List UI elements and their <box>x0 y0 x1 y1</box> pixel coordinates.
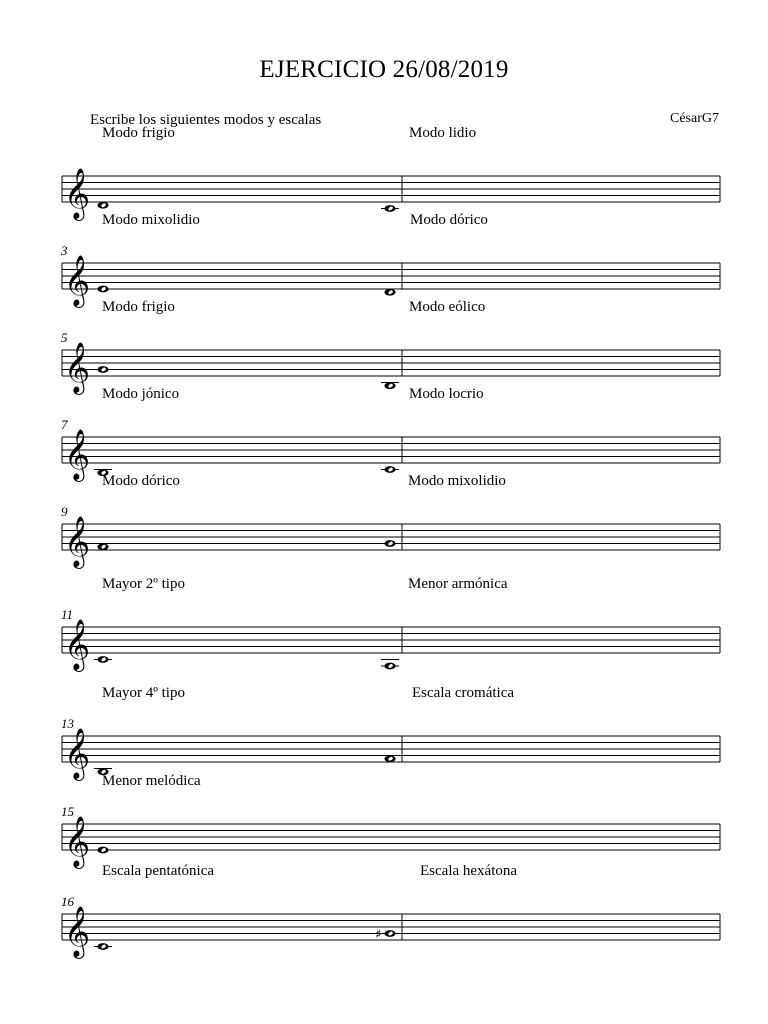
whole-note <box>384 663 395 670</box>
staff-system <box>0 473 768 584</box>
measure-number: 15 <box>61 804 74 819</box>
measure-number: 5 <box>61 330 68 345</box>
staff <box>0 484 768 584</box>
exercise-label: Modo mixolidio <box>408 473 506 489</box>
whole-note <box>384 382 395 389</box>
treble-clef-icon: 𝄞 <box>64 619 91 670</box>
whole-note <box>97 543 108 550</box>
treble-clef-icon: 𝄞 <box>64 906 91 957</box>
exercise-label: Mayor 4º tipo <box>102 685 185 701</box>
exercise-label: Modo frigio <box>102 299 175 315</box>
measure-number: 3 <box>61 243 68 258</box>
treble-clef-icon: 𝄞 <box>64 516 91 567</box>
staff-system <box>0 576 768 687</box>
exercise-label: Modo dórico <box>410 212 488 228</box>
staff <box>0 874 768 974</box>
exercise-label: Modo dórico <box>102 473 180 489</box>
exercise-label: Modo lidio <box>409 125 477 141</box>
measure-number: 16 <box>61 894 74 909</box>
measure-number: 9 <box>61 504 68 519</box>
whole-note <box>384 540 395 547</box>
whole-note <box>384 755 395 762</box>
exercise-label: Escala hexátona <box>420 863 518 879</box>
sharp-icon: ♯ <box>375 927 382 943</box>
exercise-label: Menor armónica <box>408 576 508 592</box>
exercise-label: Escala cromática <box>412 685 515 701</box>
whole-note <box>97 286 108 293</box>
treble-clef-icon: 𝄞 <box>64 342 91 393</box>
measure-number: 7 <box>61 417 68 432</box>
whole-note <box>384 930 395 937</box>
staff <box>0 587 768 687</box>
treble-clef-icon: 𝄞 <box>64 429 91 480</box>
whole-note <box>97 656 108 663</box>
exercise-label: Modo frigio <box>102 125 175 141</box>
whole-note <box>97 943 108 950</box>
whole-note <box>384 289 395 296</box>
exercise-label: Mayor 2º tipo <box>102 576 185 592</box>
whole-note <box>97 847 108 854</box>
composer-name: CésarG7 <box>670 111 719 126</box>
whole-note <box>384 205 395 212</box>
treble-clef-icon: 𝄞 <box>64 255 91 306</box>
staff-system <box>0 863 768 974</box>
exercise-label: Modo jónico <box>102 386 180 402</box>
exercise-label: Menor melódica <box>102 773 201 789</box>
exercise-label: Modo mixolidio <box>102 212 200 228</box>
instruction-text: Escribe los siguientes modos y escalas <box>90 112 322 128</box>
exercise-label: Modo locrio <box>409 386 484 402</box>
treble-clef-icon: 𝄞 <box>64 728 91 779</box>
measure-number: 13 <box>61 716 74 731</box>
whole-note <box>97 202 108 209</box>
whole-note <box>384 466 395 473</box>
treble-clef-icon: 𝄞 <box>64 816 91 867</box>
whole-note <box>97 366 108 373</box>
measure-number: 11 <box>61 607 74 622</box>
page-title: EJERCICIO 26/08/2019 <box>259 56 509 83</box>
treble-clef-icon: 𝄞 <box>64 168 91 219</box>
exercise-label: Escala pentatónica <box>102 863 215 879</box>
exercise-label: Modo eólico <box>409 299 486 315</box>
